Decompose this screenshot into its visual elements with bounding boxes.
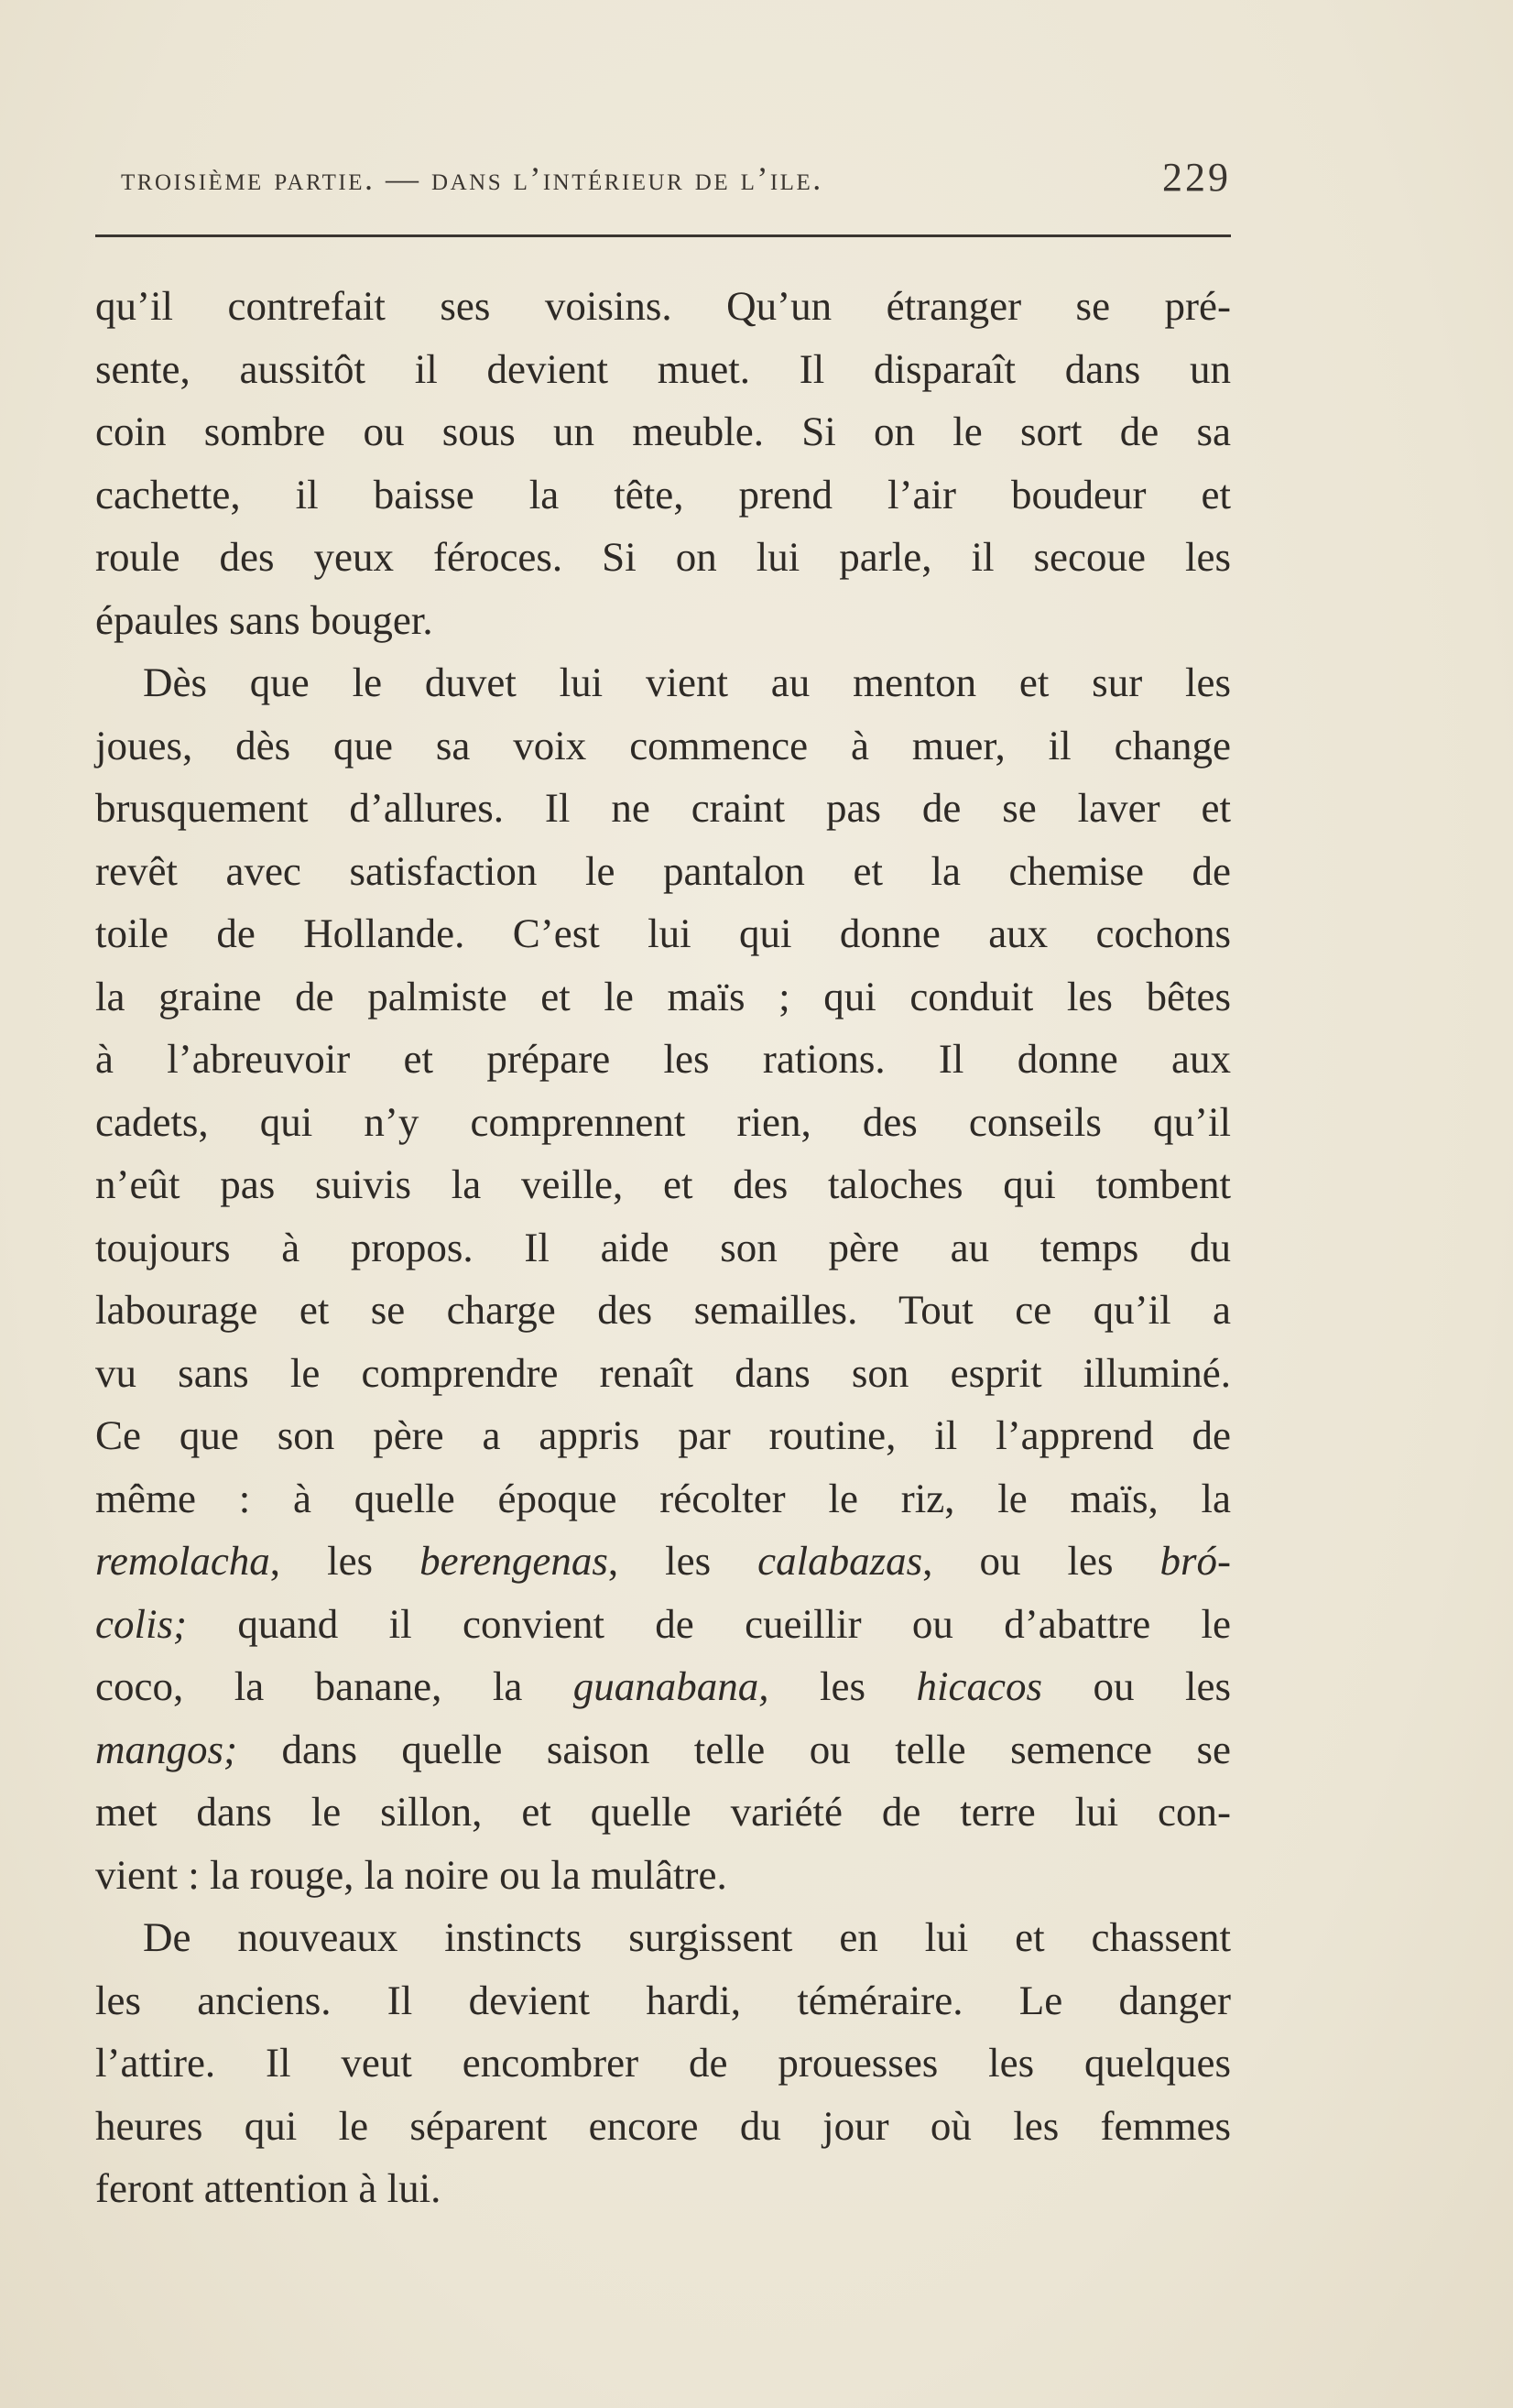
- text-line: même : à quelle époque récolter le riz, le maïs, la: [95, 1475, 1231, 1521]
- text-line: met dans le sillon, et quelle variété de terre lui con-: [95, 1789, 1231, 1835]
- text-line: sente, aussitôt il devient muet. Il disparaît dans un: [95, 345, 1231, 392]
- text-line: cachette, il baisse la tête, prend l’air boudeur et: [95, 471, 1231, 518]
- text-fragment: dans quelle saison telle ou telle semence se: [237, 1726, 1231, 1772]
- text-line: heures qui le séparent encore du jour où les femmes: [95, 2102, 1231, 2149]
- text-line: roule des yeux féroces. Si on lui parle, il secoue les: [95, 534, 1231, 580]
- text-line: l’attire. Il veut encombrer de prouesses les quelques: [95, 2040, 1231, 2086]
- running-head: troisième partie. — dans l’intérieur de l’ile.: [121, 160, 823, 197]
- page-number: 229: [1162, 155, 1231, 200]
- text-line: toile de Hollande. C’est lui qui donne aux cochons: [95, 910, 1231, 956]
- text-line-paragraph-end: épaules sans bouger.: [95, 596, 433, 643]
- text-line: toujours à propos. Il aide son père au temps du: [95, 1224, 1231, 1270]
- page-header: [95, 154, 1231, 209]
- italic-term: colis;: [95, 1600, 187, 1647]
- text-line: Ce que son père a appris par routine, il l’apprend de: [95, 1412, 1231, 1458]
- text-line: joues, dès que sa voix commence à muer, il change: [95, 722, 1231, 768]
- italic-term: calabazas: [757, 1538, 923, 1584]
- text-line: brusquement d’allures. Il ne craint pas de se laver et: [95, 785, 1231, 831]
- text-line-with-italics: [95, 1718, 1231, 1781]
- text-fragment: les: [768, 1663, 917, 1709]
- text-line-with-italics: [95, 1593, 1231, 1656]
- italic-term: guanabana,: [572, 1663, 769, 1709]
- text-line: n’eût pas suivis la veille, et des taloches qui tombent: [95, 1161, 1231, 1207]
- text-fragment: , les: [607, 1538, 758, 1584]
- text-line: cadets, qui n’y comprennent rien, des conseils qu’il: [95, 1098, 1231, 1145]
- text-fragment: coco, la banane, la: [95, 1663, 573, 1709]
- italic-term: berengenas: [419, 1538, 608, 1584]
- text-line-paragraph-end: feront attention à lui.: [95, 2165, 441, 2211]
- italic-term: remolacha: [95, 1538, 270, 1584]
- text-line: la graine de palmiste et le maïs ; qui conduit les bêtes: [95, 973, 1231, 1019]
- text-line: les anciens. Il devient hardi, téméraire. Le danger: [95, 1977, 1231, 2023]
- text-fragment: , ou les: [922, 1538, 1160, 1584]
- header-rule: [95, 234, 1231, 237]
- text-line: vu sans le comprendre renaît dans son esprit illuminé.: [95, 1349, 1231, 1396]
- body-text: [95, 275, 1231, 2220]
- text-fragment: ou les: [1042, 1663, 1231, 1709]
- text-line-with-italics: [95, 1655, 1231, 1718]
- text-line: à l’abreuvoir et prépare les rations. Il donne aux: [95, 1036, 1231, 1082]
- text-line: coin sombre ou sous un meuble. Si on le sort de sa: [95, 409, 1231, 454]
- text-line-paragraph-end: vient : la rouge, la noire ou la mulâtre.: [95, 1851, 727, 1898]
- text-line: revêt avec satisfaction le pantalon et la chemise de: [95, 847, 1231, 894]
- italic-term: hicacos: [916, 1663, 1042, 1709]
- italic-term: mangos;: [95, 1726, 237, 1772]
- italic-term: bró-: [1159, 1538, 1231, 1584]
- text-fragment: quand il convient de cueillir ou d’abattre le: [186, 1600, 1231, 1647]
- text-line: labourage et se charge des semailles. Tout ce qu’il a: [95, 1287, 1231, 1333]
- text-line-with-italics: [95, 1530, 1231, 1593]
- text-line-paragraph-start: De nouveaux instincts surgissent en lui et chassent: [143, 1914, 1231, 1960]
- text-fragment: , les: [269, 1538, 420, 1584]
- text-line-paragraph-start: Dès que le duvet lui vient au menton et sur les: [143, 659, 1231, 705]
- text-line: qu’il contrefait ses voisins. Qu’un étranger se pré-: [95, 283, 1231, 329]
